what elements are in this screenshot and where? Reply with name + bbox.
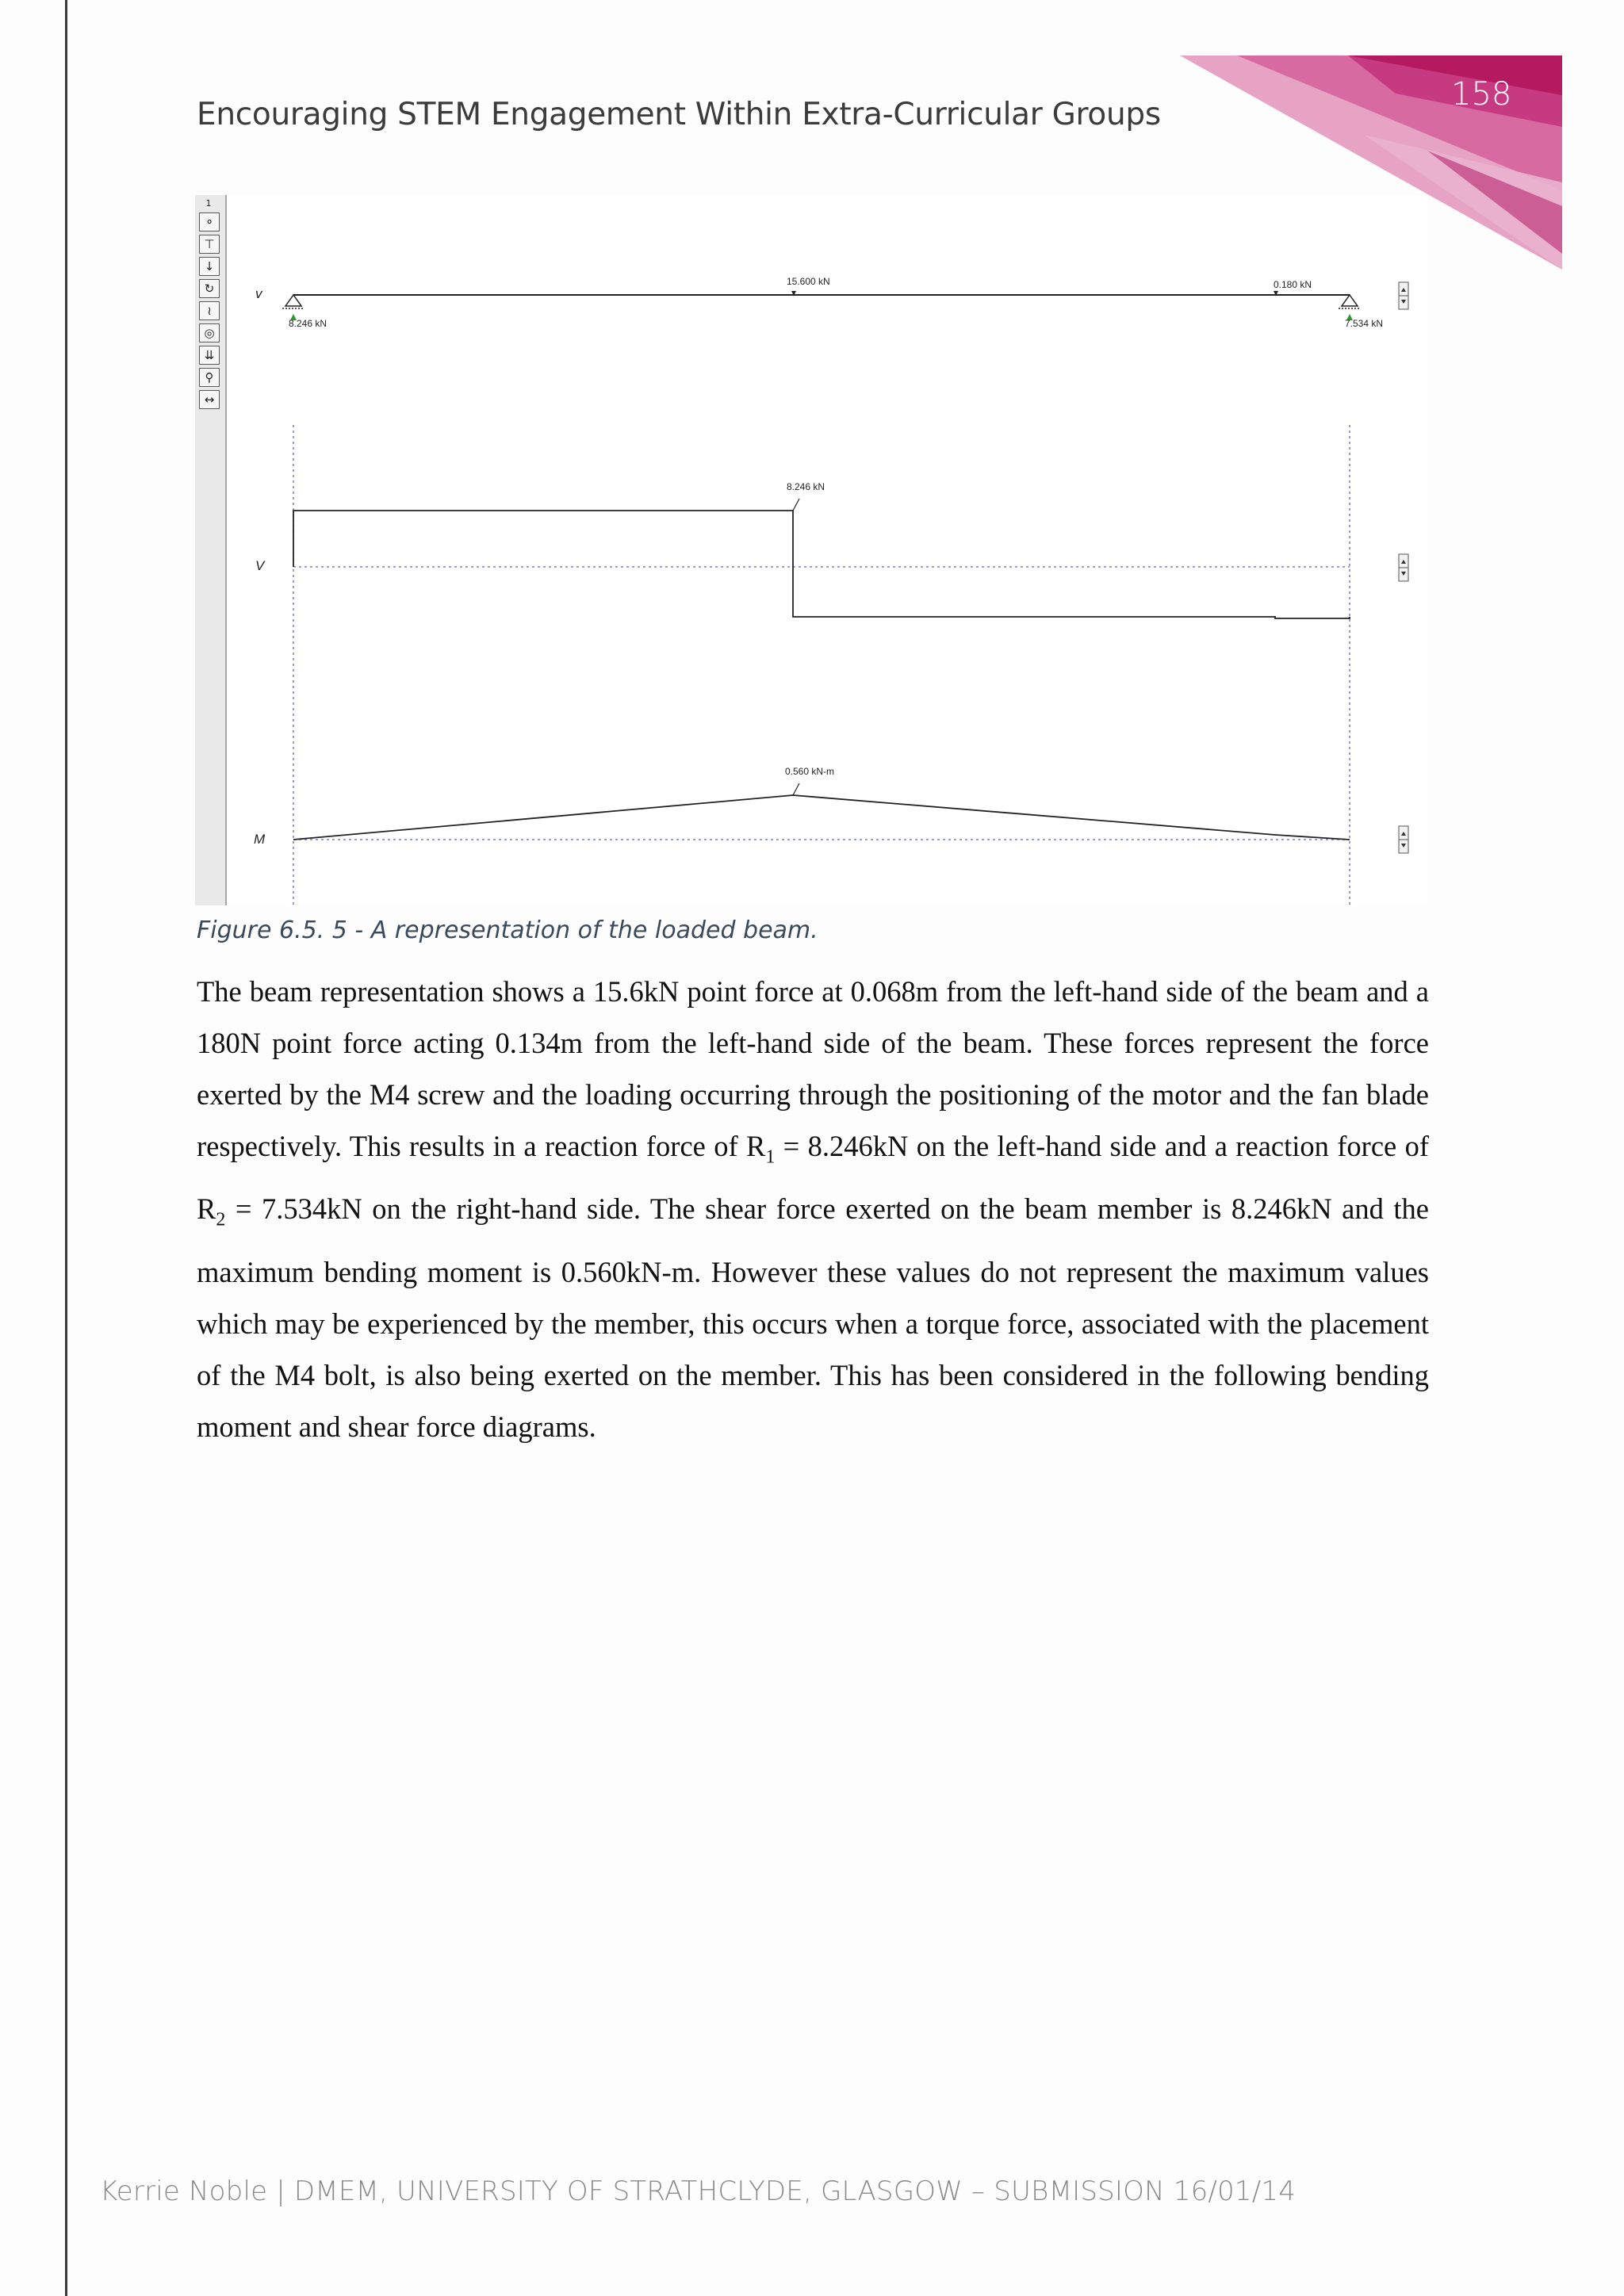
beam-scroll-spinner[interactable] <box>1399 282 1408 309</box>
shear-peak-label: 8.246 kN <box>787 481 825 492</box>
beam-figure <box>195 195 1427 905</box>
page-number: 158 <box>1451 76 1512 113</box>
shear-diagram-line <box>293 511 1350 618</box>
body-text-part-2: = 8.246kN on the left-hand side and a reaction force of R <box>197 1130 1429 1226</box>
subscript-1: 1 <box>765 1146 776 1168</box>
point-load-1-label: 15.600 kN <box>787 276 830 287</box>
point-load-2-label: 0.180 kN <box>1274 279 1312 290</box>
subscript-2: 2 <box>216 1209 226 1230</box>
scale-icon[interactable]: 1 <box>205 198 212 209</box>
spring-icon[interactable]: ≀ <box>199 301 220 320</box>
beam-diagrams <box>195 195 1427 905</box>
page-footer: Kerrie Noble | DMEM, UNIVERSITY OF STRATHCLYDE, GLASGOW – SUBMISSION 16/01/14 <box>100 2175 1297 2207</box>
distributed-load-icon[interactable]: ⇊ <box>199 346 220 365</box>
reaction-right-label: 7.534 kN <box>1345 318 1384 329</box>
moment-peak-label: 0.560 kN-m <box>785 766 835 777</box>
moment-peak-leader <box>793 783 799 795</box>
page-margin-line <box>65 0 67 2296</box>
shear-scroll-spinner[interactable] <box>1399 554 1408 581</box>
shear-row-label: V <box>255 558 265 573</box>
pin-support-icon[interactable]: ⚬ <box>199 212 220 232</box>
reaction-left-label: 8.246 kN <box>289 318 327 329</box>
shear-icon[interactable]: ⚲ <box>199 368 220 387</box>
moment-load-icon[interactable]: ↻ <box>199 279 220 298</box>
hinge-icon[interactable]: ◎ <box>199 323 220 342</box>
point-load-icon[interactable]: ↓ <box>199 257 220 276</box>
body-text-part-1: The beam representation shows a 15.6kN point force at 0.068m from the left-hand side of the beam and a 180N point force acting 0.134m from the left-hand side of the beam. These forces represent the force exerted by the M4 screw and the loading occurring through the positioning of the motor and the fan blade respectively. This results in a reaction force of R <box>197 975 1429 1162</box>
body-text-part-3: = 7.534kN on the right-hand side. The shear force exerted on the beam member is 8.246kN and the maximum bending moment is 0.560kN-m. However these values do not represent the maximum values which may be experienced by the member, this occurs when a torque force, associated with the placement of the M4 bolt, is also being exerted on the member. This has been considered in the following bending moment and shear force diagrams. <box>197 1192 1429 1443</box>
fixed-support-icon[interactable]: ⊤ <box>199 235 220 254</box>
body-paragraph <box>197 966 1429 1452</box>
beam-row-label: v <box>255 286 262 301</box>
figure-caption: Figure 6.5. 5 - A representation of the loaded beam. <box>197 916 818 944</box>
moment-diagram-line <box>293 795 1350 840</box>
dimension-icon[interactable]: ↔ <box>199 390 220 409</box>
header-title: Encouraging STEM Engagement Within Extra-Curricular Groups <box>197 97 1161 132</box>
moment-row-label: M <box>254 832 266 847</box>
moment-scroll-spinner[interactable] <box>1399 826 1408 853</box>
shear-peak-leader <box>793 499 799 511</box>
left-pin-support-icon <box>285 295 301 306</box>
right-pin-support-icon <box>1342 295 1358 306</box>
